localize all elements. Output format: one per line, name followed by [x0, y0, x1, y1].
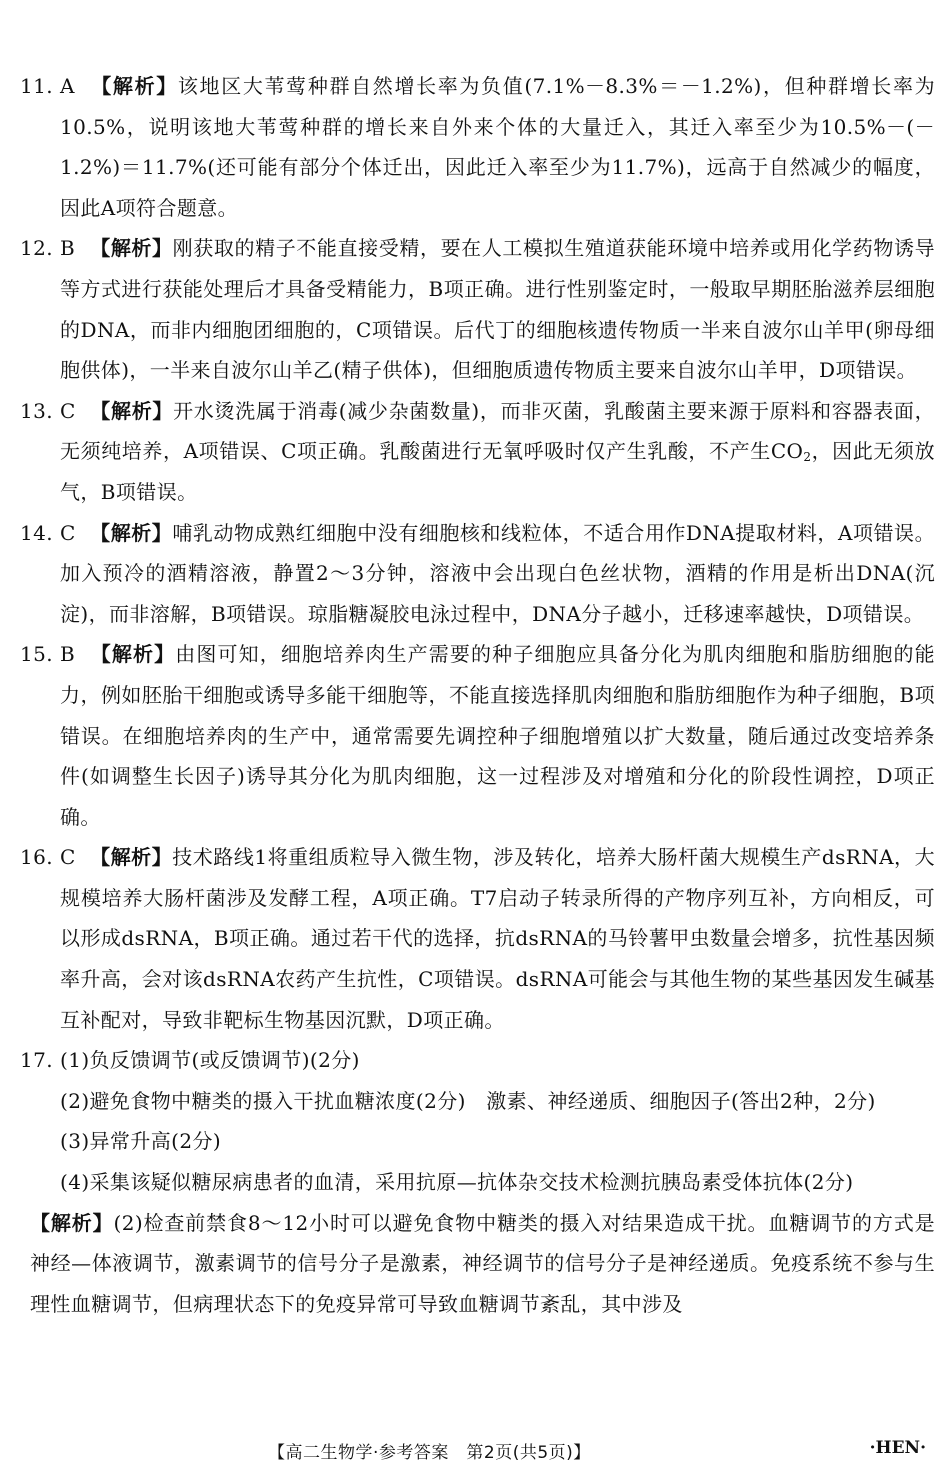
analysis-text: 由图可知，细胞培养肉生产需要的种子细胞应具备分化为肌肉细胞和脂肪细胞的能力，例如胚胎干细胞或诱导多能干细胞等，不能直接选择肌肉细胞和脂肪细胞作为种子细胞，B项错误。在细胞培养肉的生产中，通常需要先调控种子细胞增殖以扩大数量，随后通过改变培养条件(如调整生长因子)诱导其分化为肌肉细胞，这一过程涉及对增殖和分化的阶段性调控，D项正确。 — [60, 642, 935, 829]
analysis-text: 该地区大苇莺种群自然增长率为负值(7.1%－8.3%＝－1.2%)，但种群增长率为10.5%，说明该地大苇莺种群的增长来自外来个体的大量迁入，其迁入率至少为10.5%－(－1.2%)＝11.7%(还可能有部分个体迁出，因此迁入率至少为11.7%)，远高于自然减少的幅度，因此A项符合题意。 — [60, 74, 935, 220]
question-number: 14. — [20, 520, 54, 545]
question-12 — [20, 228, 935, 390]
analysis-text: 技术路线1将重组质粒导入微生物，涉及转化，培养大肠杆菌大规模生产dsRNA，大规模培养大肠杆菌涉及发酵工程，A项正确。T7启动子转录所得的产物序列互补，方向相反，可以形成dsRNA，B项正确。通过若干代的选择，抗dsRNA的马铃薯甲虫数量会增多，抗性基因频率升高，会对该dsRNA农药产生抗性，C项错误。dsRNA可能会与其他生物的某些基因发生碱基互补配对，导致非靶标生物基因沉默，D项正确。 — [60, 845, 935, 1032]
analysis-tag: 【解析】 — [90, 74, 178, 98]
answer-letter: B — [60, 642, 76, 667]
answer-letter: C — [60, 398, 76, 423]
analysis-tag: 【解析】 — [90, 642, 176, 667]
answer-letter: B — [60, 236, 76, 261]
footer-code: ·HEN· — [869, 1438, 926, 1458]
page-footer — [0, 1434, 950, 1464]
analysis-tag: 【解析】 — [90, 520, 173, 545]
answer-letter: A — [60, 74, 75, 98]
q17-analysis — [20, 1203, 935, 1325]
question-number: 11. — [20, 74, 54, 98]
analysis-tag: 【解析】 — [30, 1210, 114, 1235]
analysis-text-continued: ，因此无须放气，B项错误。 — [60, 439, 935, 504]
answer-letter: C — [60, 845, 76, 870]
analysis-tag: 【解析】 — [90, 398, 174, 423]
q17-part-2: (2)避免食物中糖类的摄入干扰血糖浓度(2分) 激素、神经递质、细胞因子(答出2种，2分) — [60, 1088, 876, 1113]
question-15 — [20, 634, 935, 837]
analysis-tag: 【解析】 — [90, 845, 173, 870]
q17-part-4: (4)采集该疑似糖尿病患者的血清，采用抗原—抗体杂交技术检测抗胰岛素受体抗体(2分) — [60, 1170, 854, 1195]
analysis-tag: 【解析】 — [90, 236, 173, 261]
answer-letter: C — [60, 520, 76, 545]
question-17 — [20, 1040, 935, 1202]
analysis-text: 开水烫洗属于消毒(减少杂菌数量)，而非灭菌，乳酸菌主要来源于原料和容器表面，无须纯培养，A项错误、C项正确。乳酸菌进行无氧呼吸时仅产生乳酸，不产生CO — [60, 398, 935, 464]
question-11 — [20, 66, 935, 228]
answer-content — [20, 66, 935, 1324]
question-number: 13. — [20, 398, 54, 423]
question-16 — [20, 837, 935, 1040]
subscript: 2 — [803, 450, 812, 465]
q17-part-1: (1)负反馈调节(或反馈调节)(2分) — [60, 1048, 360, 1073]
question-14 — [20, 513, 935, 635]
question-number: 12. — [20, 236, 54, 261]
question-number: 15. — [20, 642, 54, 667]
question-number: 17. — [20, 1048, 54, 1073]
q17-part-3: (3)异常升高(2分) — [60, 1129, 222, 1154]
analysis-text: 哺乳动物成熟红细胞中没有细胞核和线粒体，不适合用作DNA提取材料，A项错误。加入预冷的酒精溶液，静置2～3分钟，溶液中会出现白色丝状物，酒精的作用是析出DNA(沉淀)，而非溶解，B项错误。琼脂糖凝胶电泳过程中，DNA分子越小，迁移速率越快，D项错误。 — [60, 520, 935, 626]
question-13 — [20, 391, 935, 513]
analysis-text: 刚获取的精子不能直接受精，要在人工模拟生殖道获能环境中培养或用化学药物诱导等方式进行获能处理后才具备受精能力，B项正确。进行性别鉴定时，一般取早期胚胎滋养层细胞的DNA，而非内细胞团细胞的，C项错误。后代丁的细胞核遗传物质一半来自波尔山羊甲(卵母细胞供体)，一半来自波尔山羊乙(精子供体)，但细胞质遗传物质主要来自波尔山羊甲，D项错误。 — [60, 236, 935, 383]
footer-title: 【高二生物学·参考答案 第2页(共5页)】 — [268, 1443, 591, 1463]
question-number: 16. — [20, 845, 54, 870]
analysis-text: (2)检查前禁食8～12小时可以避免食物中糖类的摄入对结果造成干扰。血糖调节的方式是神经—体液调节，激素调节的信号分子是激素，神经调节的信号分子是神经递质。免疫系统不参与生理性血糖调节，但病理状态下的免疫异常可导致血糖调节紊乱，其中涉及 — [30, 1210, 935, 1316]
